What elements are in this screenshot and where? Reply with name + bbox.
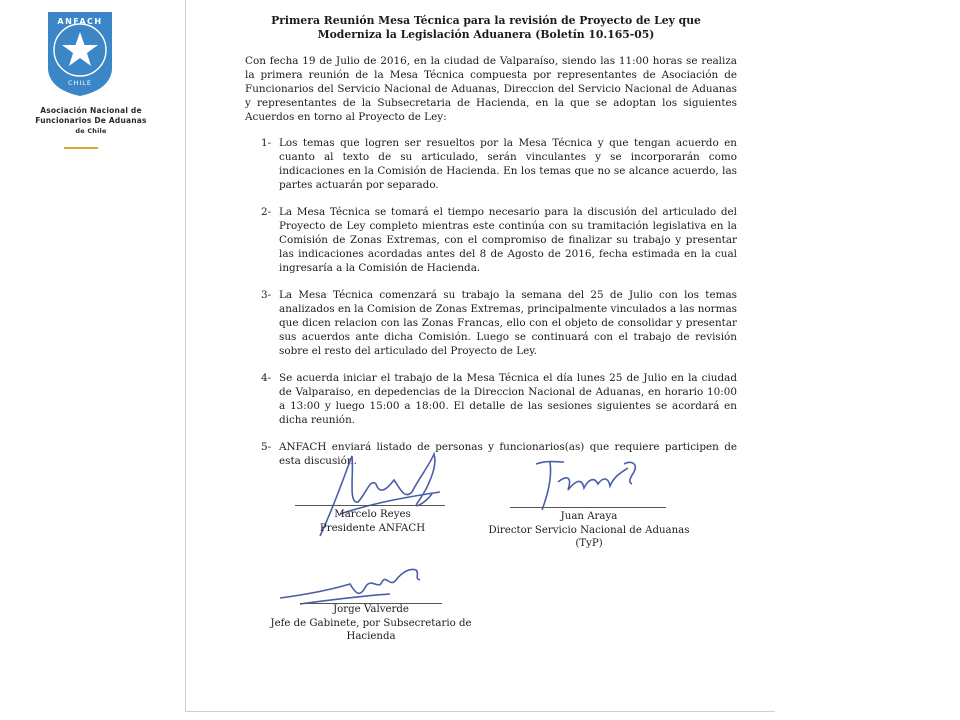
agreement-item <box>235 136 737 192</box>
org-name-line-1: Asociación Nacional de <box>40 106 142 115</box>
organization-name <box>16 106 166 136</box>
anfach-logo <box>44 10 116 98</box>
item-number: 4- <box>261 372 272 384</box>
logo-subtext: CHILE <box>67 79 93 87</box>
agreement-item <box>235 371 737 427</box>
item-number: 2- <box>261 206 272 218</box>
signer-role: Jefe de Gabinete, por Subsecretario de <box>270 617 472 629</box>
logo-text: ANFACH <box>57 17 103 26</box>
agreements-list <box>235 136 737 468</box>
signer-role: Director Servicio Nacional de Aduanas <box>488 524 690 536</box>
item-text: Los temas que logren ser resueltos por la Mesa Técnica y que tengan acuerdo en cuanto al texto de su articulado, serán vinculantes y se incorporarán como indicaciones en la Comisión de Hacienda. En los temas que no se alcance acuerdo, las partes actuarán por separado. <box>279 137 737 191</box>
signer-role: Presidente ANFACH <box>319 522 426 534</box>
item-text: La Mesa Técnica se tomará el tiempo necesario para la discusión del articulado del Proyecto de Ley completo mientras este continúa con su tramitación legislativa en la Comisión de Zonas Extremas, con el compromiso de finalizar su trabajo y presentar las indicaciones acordadas antes del 8 de Agosto de 2016, fecha estimada en la cual ingresaría a la Comisión de Hacienda. <box>279 206 737 274</box>
page-left-border <box>185 0 186 712</box>
signature-line-reyes <box>295 505 445 506</box>
item-text: ANFACH enviará listado de personas y funcionarios(as) que requiere participen de esta discusión. <box>279 441 737 467</box>
signature-block-valverde <box>268 603 474 644</box>
agreement-item <box>235 288 737 358</box>
gold-divider <box>64 147 98 149</box>
signer-name: Juan Araya <box>560 511 618 522</box>
document-title: Primera Reunión Mesa Técnica para la revisión de Proyecto de Ley que Moderniza la Legislación Aduanera (Boletín 10.165-05) <box>271 14 701 41</box>
signature-block-reyes <box>290 508 455 535</box>
signature-block-araya <box>480 510 698 551</box>
document-body <box>235 14 737 481</box>
org-name-line-3: de Chile <box>75 127 107 135</box>
item-text: Se acuerda iniciar el trabajo de la Mesa Técnica el día lunes 25 de Julio en la ciudad de Valparaiso, en depedencias de la Direccion Nacional de Aduanas, en horario 10:00 a 13:00 y luego 15:00 a 18:00. El detalle de las sesiones siguientes se acordará en dicha reunión. <box>279 372 737 426</box>
signature-line-araya <box>510 507 666 508</box>
signer-name: Marcelo Reyes <box>334 509 411 520</box>
item-text: La Mesa Técnica comenzará su trabajo la semana del 25 de Julio con los temas analizados en la Comision de Zonas Extremas, principalmente vinculados a las normas que dicen relacion con las Zonas Francas, ello con el objeto de consolidar y presentar sus acuerdos ante dicha Comisión. Luego se continuará con el trabajo de revisión sobre el resto del articulado del Proyecto de Ley. <box>279 289 737 357</box>
document-intro: Con fecha 19 de Julio de 2016, en la ciudad de Valparaíso, siendo las 11:00 horas se realiza la primera reunión de la Mesa Técnica compuesta por representantes de Asociación de Funcionarios del Servicio Nacional de Aduanas, Direccion del Servicio Nacional de Aduanas y representantes de la Subsecretaria de Hacienda, en la que se adoptan los siguientes Acuerdos en torno al Proyecto de Ley: <box>245 55 737 123</box>
item-number: 3- <box>261 289 272 301</box>
item-number: 5- <box>261 441 272 453</box>
org-name-line-2: Funcionarios De Aduanas <box>35 116 147 125</box>
agreement-item <box>235 205 737 275</box>
page-bottom-border <box>185 711 775 712</box>
signer-note: (TyP) <box>575 538 603 549</box>
signer-role-continued: Hacienda <box>346 631 396 642</box>
signature-scribble-araya <box>528 454 648 514</box>
item-number: 1- <box>261 137 272 149</box>
signer-name: Jorge Valverde <box>333 604 409 615</box>
